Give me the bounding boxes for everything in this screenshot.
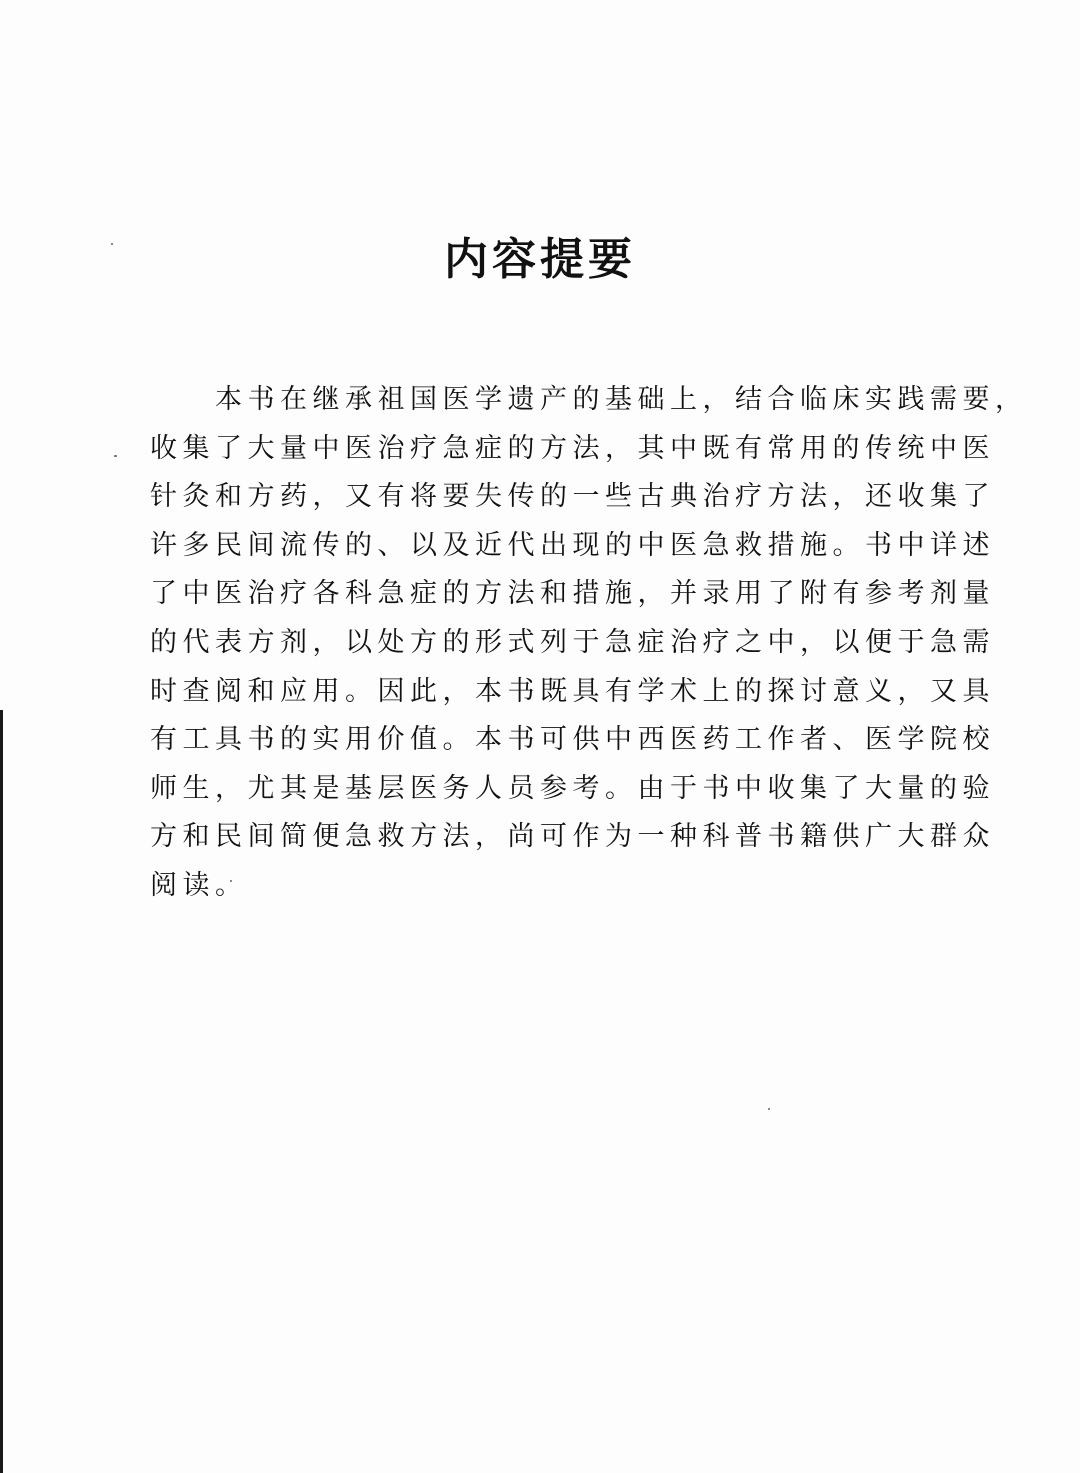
paragraph-line: 时查阅和应用。因此，本书既具有学术上的探讨意义，又具 [150,675,995,707]
paragraph-line: 方和民间简便急救方法，尚可作为一种科普书籍供广大群众 [150,821,995,853]
paragraph-line: 许多民间流传的、以及近代出现的中医急救措施。书中详述 [150,529,995,561]
scan-speck [114,455,117,457]
summary-paragraph [150,376,1028,911]
paragraph-line: 师生，尤其是基层医务人员参考。由于书中收集了大量的验 [150,772,995,804]
page-title: 内容提要 [444,234,636,285]
scan-edge-shadow [0,710,3,1473]
paragraph-line: 本书在继承祖国医学遗产的基础上，结合临床实践需要， [215,384,1028,415]
paragraph-line: 收集了大量中医治疗急症的方法，其中既有常用的传统中医 [150,432,995,464]
paragraph-line: 阅读。 [150,869,248,901]
paragraph-line: 了中医治疗各科急症的方法和措施，并录用了附有参考剂量 [150,578,995,610]
scan-speck [768,1108,770,1110]
paragraph-line: 针灸和方药，又有将要失传的一些古典治疗方法，还收集了 [150,481,995,513]
paragraph-line: 有工具书的实用价值。本书可供中西医药工作者、医学院校 [150,724,995,756]
paragraph-line: 的代表方剂，以处方的形式列于急症治疗之中，以便于急需 [150,626,995,658]
